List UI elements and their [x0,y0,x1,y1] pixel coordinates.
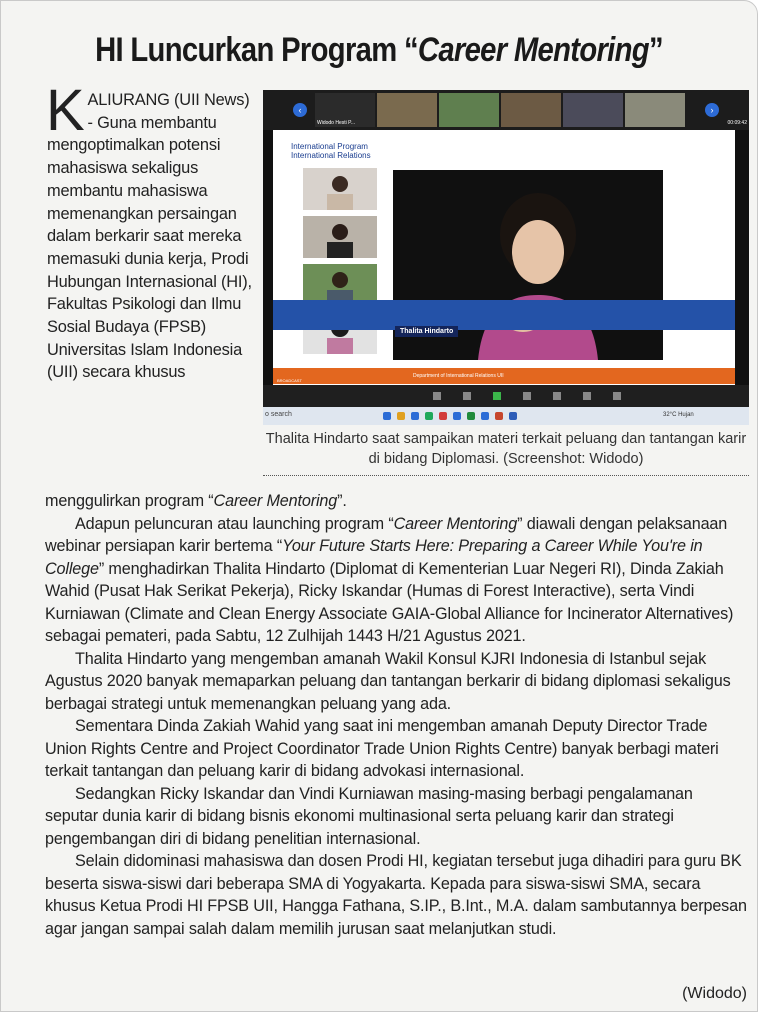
article-photo [263,90,749,425]
chevron-left-icon: ‹ [293,103,307,117]
slide-blue-band [273,300,735,330]
speaker-name-tag: Thalita Hindarto [395,326,458,337]
photo-caption: Thalita Hindarto saat sampaikan materi terkait peluang dan tantangan karir di bidang Diplomasi. (Screenshot: Widodo) [265,431,747,467]
body-paragraph: menggulirkan program “Career Mentoring”. [45,492,347,510]
windows-taskbar: o search 32°C Hujan [263,407,749,425]
participant-thumbnail [303,216,377,258]
body-paragraph: Sedangkan Ricky Iskandar dan Vindi Kurniawan masing-masing berbagi pengalamanan seputar dunia karir di bidang bisnis ekonomi multinasional serta peluang karir dan strategi pengembangan diri di bidang penelitian internasional. [45,784,693,848]
body-paragraph: Selain didominasi mahasiswa dan dosen Prodi HI, kegiatan tersebut juga dihadiri para guru BK beserta siswa-siswi dari beberapa SMA di Yogyakarta. Kepada para siswa-siswi SMA, secara khusus Ketua Prodi HI FPSB UII, Hangga Fathana, S.IP., B.Int., M.A. dalam sambutannya berpesan agar jangan sampai salah dalam memilih jurusan saat melanjutkan studi. [45,852,747,938]
chevron-right-icon: › [705,103,719,117]
presentation-slide [273,130,735,385]
drop-cap: K [46,78,85,143]
body-paragraph: Thalita Hindarto yang mengemban amanah Wakil Konsul KJRI Indonesia di Istanbul sejak Agustus 2020 banyak memaparkan peluang dan tantangan berkarir di bidang diplomasi sekaligus berbagai strategi untuk memenangkan peluang yang ada. [45,649,731,713]
body-paragraph: Sementara Dinda Zakiah Wahid yang saat ini mengemban amanah Deputy Director Trade Union Rights Centre and Project Coordinator Trade Union Rights Centre) banyak berbagi materi terkait tantangan dan peluang karir di bidang advokasi internasional. [45,717,719,780]
participant-tile: Widodo Hesti P... [315,93,375,127]
caption-divider [263,475,749,476]
slide-logo: International Program International Relations [291,142,371,160]
article-title: HI Luncurkan Program “Career Mentoring” [95,31,663,69]
slide-footer: BROADCAST Department of International Relations UII [273,368,735,384]
lead-paragraph [46,78,257,384]
participant-thumbnail [303,168,377,210]
participant-tile [439,93,499,127]
participant-tile [625,93,685,127]
participant-tile [501,93,561,127]
body-paragraph: Adapun peluncuran atau launching program “Career Mentoring” diawali dengan pelaksanaan webinar persiapan karir bertema “Your Future Starts Here: Preparing a Career While You're in College” menghadirkan Thalita Hindarto (Diplomat di Kementerian Luar Negeri RI), Dinda Zakiah Wahid (Pusat Hak Serikat Pekerja), Ricky Iskandar (Humas di Forest Interactive), serta Vindi Kurniawan (Climate and Clean Energy Associate GAIA-Global Alliance for Incinerator Alternatives) sebagai pemateri, pada Sabtu, 12 Zulhijah 1443 H/21 Agustus 2021. [45,514,734,645]
participant-tile [377,93,437,127]
zoom-controls-bar[interactable] [263,385,749,407]
participant-tile [563,93,623,127]
lead-text: ALIURANG (UII News) - Guna membantu mengoptimalkan potensi mahasiswa sekaligus membantu mahasiswa memenangkan persaingan dalam berkarir saat mereka memasuki dunia kerja, Prodi Hubungan Internasional (HI), Fakultas Psikologi dan Ilmu Sosial Budaya (FPSB) Universitas Islam Indonesia (UII) secara khusus [47,91,252,382]
article-body [45,490,749,940]
speaker-portrait [468,190,608,360]
zoom-participant-strip: ‹ Widodo Hesti P... › 00:09:42 [263,90,749,130]
author-byline: (Widodo) [682,985,747,1002]
